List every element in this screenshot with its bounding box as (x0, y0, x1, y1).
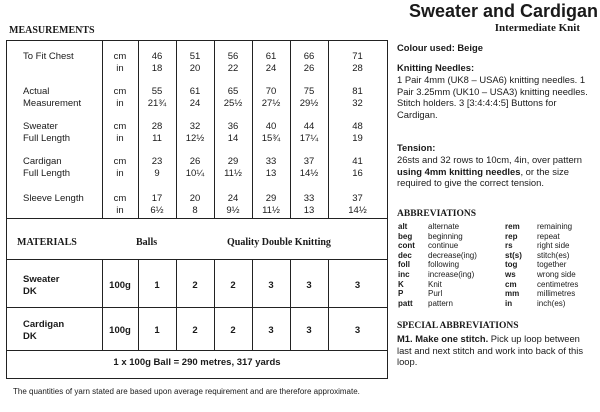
measurement-label: Sleeve Length (23, 193, 84, 204)
special-abbreviations-heading: SPECIAL ABBREVIATIONS (397, 321, 519, 331)
materials-column-divider (290, 259, 291, 350)
tension-heading: Tension: (397, 142, 436, 153)
material-balls-value: 3 (306, 325, 312, 336)
measurement-label: Sweater (23, 121, 58, 132)
measurement-value: 17¼ (299, 133, 319, 144)
abbreviation-item (398, 241, 458, 250)
abbreviation-term: st(s) (505, 250, 522, 260)
measurement-value: 32 (352, 98, 363, 109)
measurement-label: Cardigan (23, 156, 62, 167)
materials-heading: MATERIALS (17, 237, 77, 248)
material-balls-value: 2 (230, 280, 236, 291)
abbreviation-term: tog (505, 260, 518, 270)
material-balls-value: 2 (192, 325, 198, 336)
measurement-value: 15¾ (261, 133, 281, 144)
measurement-value: 70 (265, 86, 277, 97)
abbreviation-meaning: together (537, 260, 567, 270)
measurement-value: 36 (227, 121, 239, 132)
measurement-value: 18 (151, 63, 163, 74)
tension-text (397, 154, 593, 189)
materials-table (6, 219, 388, 379)
measurement-value: 20 (189, 193, 201, 204)
measurement-label: Measurement (23, 98, 82, 109)
material-name: Sweater (23, 274, 60, 285)
abbreviation-meaning: continue (428, 241, 459, 251)
measurement-value: 32 (189, 121, 201, 132)
measurement-unit: in (116, 168, 124, 179)
measurement-value: 56 (227, 51, 239, 62)
abbreviation-item (505, 299, 565, 308)
abbreviation-meaning: beginning (428, 231, 463, 241)
material-weight: 100g (109, 280, 131, 291)
measurement-value: 14½ (299, 168, 319, 179)
measurement-unit: cm (113, 193, 127, 204)
abbreviation-term: rem (505, 222, 520, 231)
abbreviation-term: dec (398, 250, 412, 260)
measurement-value: 11½ (224, 168, 242, 179)
measurement-unit: cm (113, 156, 127, 167)
material-balls-value: 3 (306, 280, 312, 291)
measurement-value: 55 (151, 86, 163, 97)
materials-column-divider (102, 259, 103, 350)
measurement-value: 44 (303, 121, 315, 132)
measurement-value: 28 (352, 63, 363, 74)
abbreviation-meaning: millimetres (537, 289, 576, 299)
tension-post: , or the size required to give the correct tension. (397, 165, 569, 188)
abbreviation-meaning: increase(ing) (428, 270, 475, 279)
page-title: Sweater and Cardigan (408, 1, 598, 21)
measurement-value: 24 (189, 98, 201, 109)
measurement-value: 12½ (185, 133, 205, 144)
material-balls-value: 3 (354, 325, 361, 336)
abbreviation-meaning: pattern (428, 298, 453, 308)
abbreviation-item (398, 289, 442, 298)
measurement-unit: in (116, 133, 124, 144)
materials-column-divider (176, 259, 177, 350)
material-balls-value: 1 (154, 325, 160, 336)
page-subtitle: Intermediate Knit (494, 22, 580, 34)
measurement-value: 28 (151, 121, 163, 132)
abbreviation-term: P (398, 289, 404, 299)
measurement-value: 75 (303, 86, 315, 97)
abbreviation-item (398, 299, 453, 308)
measurement-value: 71 (352, 51, 363, 62)
measurement-value: 19 (352, 133, 363, 144)
abbreviation-meaning: Purl (428, 289, 443, 299)
abbreviation-term: patt (398, 298, 413, 308)
measurement-value: 6½ (150, 205, 164, 216)
measurement-value: 29 (227, 156, 239, 167)
measurement-value: 25½ (223, 98, 243, 109)
measurement-value: 26 (189, 156, 201, 167)
abbreviation-meaning: centimetres (537, 279, 579, 289)
measurement-value: 29 (265, 193, 277, 204)
abbreviation-item (505, 280, 578, 289)
measurement-unit: in (116, 205, 124, 216)
abbreviation-item (398, 222, 459, 231)
special-abbreviation-term: M1. Make one stitch. (397, 333, 489, 344)
measurement-label: To Fit Chest (23, 51, 74, 62)
measurement-value: 27½ (261, 98, 281, 109)
abbreviation-term: foll (398, 260, 410, 270)
measurement-value: 61 (265, 51, 277, 62)
quality-label: Quality Double Knitting (227, 237, 331, 248)
abbreviation-meaning: stitch(es) (537, 250, 570, 260)
measurement-unit: in (116, 63, 124, 74)
abbreviation-item (505, 289, 575, 298)
abbreviation-item (398, 232, 463, 241)
measurement-value: 33 (303, 193, 315, 204)
abbreviation-term: K (398, 279, 404, 289)
abbreviations-heading: ABBREVIATIONS (397, 209, 477, 219)
materials-row-divider (7, 259, 387, 260)
abbreviation-meaning: Knit (428, 279, 442, 289)
measurement-value: 13 (303, 205, 315, 216)
tension-bold: using 4mm knitting needles (397, 165, 521, 177)
abbreviation-term: ws (505, 270, 516, 279)
measurement-unit: in (116, 98, 124, 109)
needles-heading: Knitting Needles: (397, 62, 475, 73)
abbreviation-item (398, 260, 459, 269)
abbreviation-meaning: inch(es) (537, 298, 566, 308)
footnote: The quantities of yarn stated are based upon average requirement and are therefore approximate. (13, 387, 360, 396)
measurement-value: 8 (192, 205, 198, 216)
material-weight: 100g (109, 325, 131, 336)
tension-pre: 26sts and 32 rows to 10cm, 4in, over pattern (397, 154, 582, 165)
measurement-value: 51 (189, 51, 201, 62)
materials-row-divider (7, 307, 387, 308)
material-balls-value: 2 (230, 325, 236, 336)
measurements-heading: MEASUREMENTS (9, 25, 95, 36)
measurement-value: 40 (265, 121, 277, 132)
measurement-value: 24 (265, 63, 277, 74)
abbreviation-term: cont (398, 241, 415, 251)
abbreviation-term: beg (398, 231, 413, 241)
measurement-value: 14½ (348, 205, 367, 216)
measurement-value: 9½ (226, 205, 240, 216)
measurement-unit: cm (113, 51, 127, 62)
abbreviation-meaning: following (428, 260, 460, 270)
material-balls-value: 1 (154, 280, 160, 291)
material-name: Cardigan (23, 319, 65, 330)
measurement-value: 11 (152, 133, 162, 144)
abbreviation-term: alt (398, 222, 408, 231)
abbreviation-item (505, 270, 576, 279)
abbreviation-item (398, 280, 442, 289)
ball-note: 1 x 100g Ball = 290 metres, 317 yards (113, 357, 281, 368)
measurement-value: 46 (151, 51, 163, 62)
abbreviation-meaning: repeat (537, 231, 560, 241)
measurement-value: 9 (154, 168, 160, 179)
abbreviation-item (505, 251, 569, 260)
measurement-value: 14 (227, 133, 239, 144)
abbreviation-item (505, 232, 560, 241)
colour-used: Colour used: Beige (397, 42, 483, 53)
abbreviation-term: cm (505, 279, 517, 289)
materials-row-divider (7, 350, 387, 351)
measurement-value: 26 (303, 63, 315, 74)
measurement-value: 21¾ (147, 98, 167, 109)
abbreviation-meaning: right side (537, 241, 570, 251)
abbreviation-item (505, 260, 566, 269)
needles-text: 1 Pair 4mm (UK8 – USA6) knitting needles. 1 Pair 3.25mm (UK10 – USA3) knitting needles. Stitch holders. 3 [3:4:4:4:5] Buttons for Cardigan. (397, 74, 588, 120)
measurement-value: 37 (303, 156, 315, 167)
measurement-value: 24 (227, 193, 239, 204)
abbreviation-meaning: alternate (428, 222, 460, 231)
balls-label: Balls (136, 237, 158, 248)
measurement-unit: cm (113, 121, 127, 132)
measurement-value: 23 (151, 156, 163, 167)
measurement-label: Full Length (23, 168, 71, 179)
abbreviation-term: mm (505, 289, 520, 299)
special-abbreviation-desc: Pick up loop between last and next stitch and work into back of this loop. (397, 333, 584, 367)
abbreviation-item (398, 251, 477, 260)
measurement-value: 65 (227, 86, 239, 97)
abbreviation-meaning: remaining (537, 222, 573, 231)
measurement-value: 66 (303, 51, 315, 62)
materials-column-divider (214, 259, 215, 350)
measurement-value: 81 (352, 86, 363, 97)
material-balls-value: 3 (354, 280, 361, 291)
abbreviation-term: rep (505, 231, 518, 241)
material-balls-value: 3 (268, 280, 274, 291)
abbreviation-meaning: wrong side (537, 270, 576, 279)
measurement-label: Full Length (23, 133, 71, 144)
measurement-unit: cm (113, 86, 127, 97)
material-balls-value: 2 (192, 280, 198, 291)
abbreviation-item (505, 241, 569, 250)
material-name: DK (23, 286, 37, 297)
material-name: DK (23, 331, 37, 342)
measurement-value: 29½ (299, 98, 319, 109)
materials-column-divider (328, 259, 329, 350)
measurement-value: 22 (227, 63, 239, 74)
measurement-label: Actual (23, 86, 50, 97)
abbreviation-term: in (505, 298, 513, 308)
measurement-value: 41 (352, 156, 363, 167)
measurement-value: 20 (189, 63, 201, 74)
measurements-table (6, 40, 388, 219)
measurement-value: 48 (352, 121, 363, 132)
special-abbreviation-text (397, 333, 595, 368)
measurement-value: 33 (265, 156, 277, 167)
abbreviation-term: rs (505, 241, 513, 251)
measurement-value: 11½ (262, 205, 280, 216)
measurement-value: 37 (352, 193, 363, 204)
measurement-value: 10¼ (185, 168, 205, 179)
abbreviation-meaning: decrease(ing) (428, 250, 477, 260)
measurement-value: 16 (352, 168, 363, 179)
measurement-value: 13 (265, 168, 277, 179)
abbreviation-item (398, 270, 474, 279)
measurement-value: 61 (189, 86, 201, 97)
abbreviation-item (505, 222, 572, 231)
material-balls-value: 3 (268, 325, 274, 336)
materials-column-divider (252, 259, 253, 350)
measurement-value: 17 (151, 193, 163, 204)
materials-column-divider (138, 259, 139, 350)
abbreviation-term: inc (398, 270, 410, 279)
